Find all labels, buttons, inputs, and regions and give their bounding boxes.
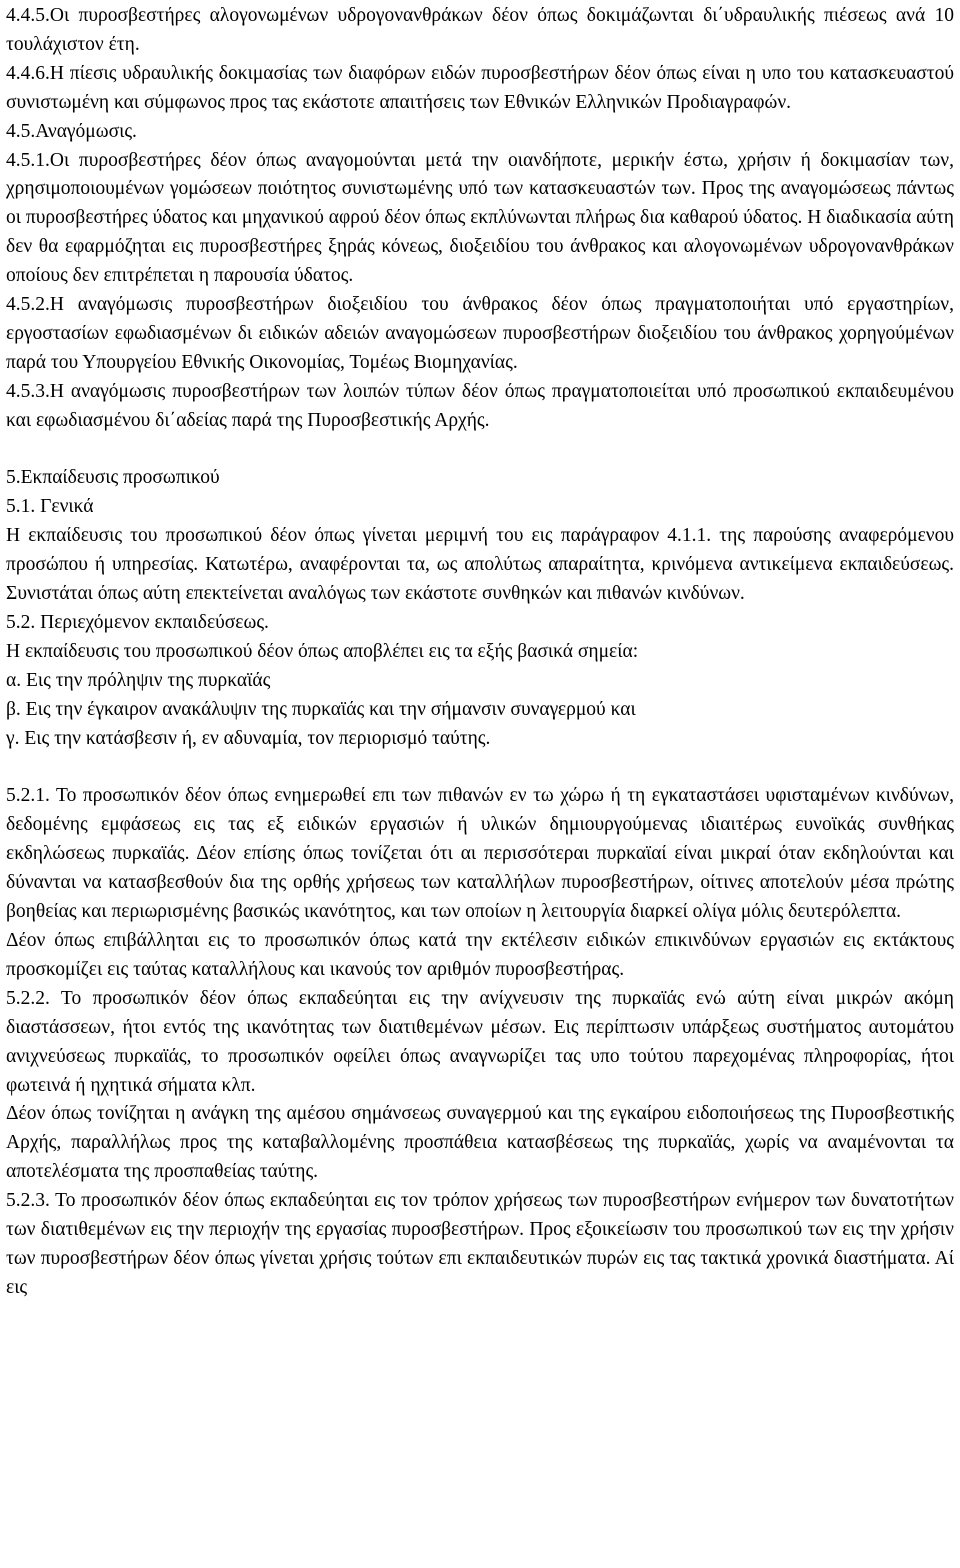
heading-5: 5.Εκπαίδευσις προσωπικού (6, 467, 220, 489)
paragraph-5-2-2-b: Δέον όπως τονίζηται η ανάγκη της αμέσου σημάνσεως συναγερμού και της εγκαίρου ειδοποιήσεως της Πυροσβεστικής Αρχής, παραλλήλως προς της καταβαλλομένης προσπάθεια κατασβέσεως της πυρκαϊάς, χωρίς να αναμένονται τα αποτελέσματα της προσπαθείας ταύτης. (6, 1103, 954, 1183)
paragraph-4-5-2: 4.5.2.Η αναγόμωσις πυροσβεστήρων διοξειδίου του άνθρακος δέον όπως πραγματοποιήται υπό εργαστηρίων, εργοστασίων εφωδιασμένων δι ειδικών αδειών αναγομώσεων πυροσβεστήρων διοξειδίου του άνθρακος χορηγούμένων παρά του Υπουργείου Εθνικής Οικονομίας, Τομέως Βιομηχανίας. (6, 294, 954, 373)
list-item-a: α. Εις την πρόληψιν της πυρκαϊάς (6, 669, 271, 691)
heading-5-2: 5.2. Περιεχόμενον εκπαιδεύσεως. (6, 612, 269, 634)
list-item-c: γ. Εις την κατάσβεσιν ή, εν αδυναμία, τον περιορισμό ταύτης. (6, 727, 491, 749)
heading-5-1: 5.1. Γενικά (6, 496, 94, 518)
paragraph-5-2-3: 5.2.3. Το προσωπικόν δέον όπως εκπαδεύηται εις τον τρόπον χρήσεως των πυροσβεστήρων ενήμερον των δυνατοτήτων των διατιθεμένων εις την περιοχήν της εργασίας πυροσβεστήρων. Προς εξοικείωσιν του προσωπικού των εις την χρήσιν των πυροσβεστήρων δέον όπως γίνεται χρήσις τούτων επι εκπαιδευτικών πυρών εις τας τακτικά χρονικά διαστήματα. Αί εις (6, 1190, 954, 1298)
paragraph-4-4-5: 4.4.5.Οι πυροσβεστήρες αλογονωμένων υδρογονανθράκων δέον όπως δοκιμάζωνται δι΄υδραυλικής πιέσεως ανά 10 τουλάχιστον έτη. (6, 5, 954, 55)
paragraph-5-2-intro: Η εκπαίδευσις του προσωπικού δέον όπως αποβλέπει εις τα εξής βασικά σημεία: (6, 640, 639, 662)
heading-4-5: 4.5.Αναγόμωσις. (6, 120, 137, 142)
paragraph-5-1: Η εκπαίδευσις του προσωπικού δέον όπως γίνεται μεριμνή του εις παράγραφον 4.1.1. της παρούσης αναφερόμενου προσώπου ή υπηρεσίας. Κατωτέρω, αναφέρονται τα, ως απολύτως απαραίτητα, κρινόμενα αντικείμενα εκπαιδεύσεως. Συνιστάται όπως αύτη επεκτείνεται αναλόγως των εκάστοτε συνθηκών και πιθανών κινδύνων. (6, 525, 954, 605)
paragraph-4-5-3: 4.5.3.Η αναγόμωσις πυροσβεστήρων των λοιπών τύπων δέον όπως πραγματοποιείται υπό προσωπικού εκπαιδευμένου και εφωδιασμένου δι΄αδείας παρά της Πυροσβεστικής Αρχής. (6, 380, 954, 431)
paragraph-4-5-1: 4.5.1.Οι πυροσβεστήρες δέον όπως αναγομούνται μετά την οιανδήποτε, μερικήν έστω, χρήσιν ή δοκιμασίαν των, χρησιμοποιουμένων γομώσεων ποιότητος συνιστωμένης υπό των κατασκευαστών των. Προς της αναγομώσεως πάντως οι πυροσβεστήρες ύδατος και μηχανικού αφρού δέον όπως εκπλύνωνται πλήρως δια καθαρού ύδατος. Η διαδικασία αύτη δεν θα εφαρμόζηται εις πυροσβεστήρες ξηράς κόνεως, διοξειδίου του άνθρακος και αλογονωμένων υδρογονανθράκων οποίους δεν επιτρέπεται η παρουσία ύδατος. (6, 149, 954, 287)
paragraph-4-4-6: 4.4.6.Η πίεσις υδραυλικής δοκιμασίας των διαφόρων ειδών πυροσβεστήρων δέον όπως είναι η υπο του κατασκευαστού συνιστωμένη και σύμφωνος προς τας εκάστοτε απαιτήσεις των Εθνικών Ελληνικών Προδιαγραφών. (6, 62, 954, 113)
paragraph-5-2-2: 5.2.2. Το προσωπικόν δέον όπως εκπαδεύηται εις την ανίχνευσιν της πυρκαϊάς ενώ αύτη είναι μικρών ακόμη διαστάσσεων, ήτοι εντός της ικανότητας των διατιθεμένων μέσων. Εις περίπτωσιν υπάρξεως συστήματος αυτομάτου ανιχνεύσεως πυρκαϊάς, το προσωπικόν οφείλει όπως αναγνωρίζει τας υπο τούτου παρεχομένας πληροφορίας, ήτοι φωτεινά ή ηχητικά σήματα κλπ. (6, 987, 954, 1096)
list-item-b: β. Εις την έγκαιρον ανακάλυψιν της πυρκαϊάς και την σήμανσιν συναγερμού και (6, 698, 636, 720)
paragraph-5-2-1-b: Δέον όπως επιβάλληται εις το προσωπικόν όπως κατά την εκτέλεσιν ειδικών επικινδύνων εργασιών εις εκτάκτους προσκομίζει εις ταύτας καταλλήλους και ικανούς τον αριθμόν πυροσβεστήρας. (6, 929, 954, 980)
paragraph-5-2-1: 5.2.1. Το προσωπικόν δέον όπως ενημερωθεί επι των πιθανών εν τω χώρω ή τη εγκαταστάσει υφισταμένων κινδύνων, δεδομένης εμφάσεως εις τας εξ ειδικών εργασιών ή υλικών δημιουργούμενας ιδιαιτέρως ευνοϊκάς συνθήκας εκδηλώσεως πυρκαϊάς. Δέον επίσης όπως τονίζεται ότι αι περισσότεραι πυρκαϊαί είναι μικραί όταν εκδηλούνται και δύνανται να κατασβεσθούν δια της ορθής χρήσεως των καταλλήλων πυροσβεστήρων, οίτινες αποτελούν μέσα πρώτης βοηθείας και περιωρισμένης βασικώς ικανότητος, και των οποίων η λειτουργία διαρκεί ολίγα μόλις δευτερόλεπτα. (6, 785, 954, 923)
